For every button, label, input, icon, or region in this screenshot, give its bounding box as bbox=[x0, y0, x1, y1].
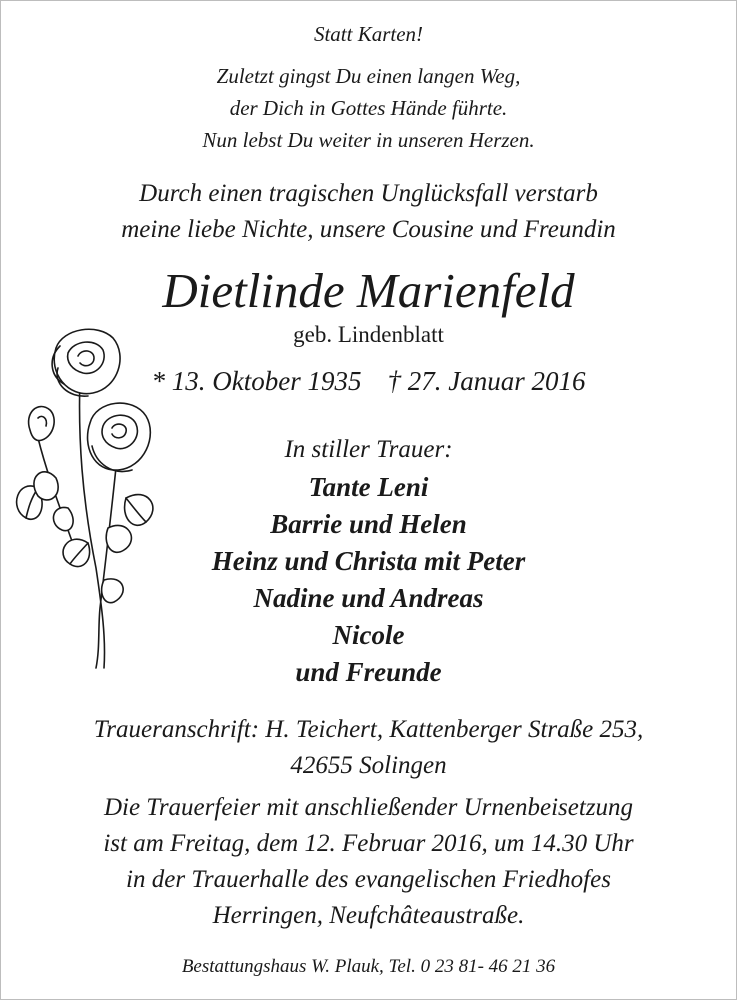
mourner-name: Nicole bbox=[332, 620, 405, 650]
death-date: † 27. Januar 2016 bbox=[387, 366, 586, 396]
ceremony-line: ist am Freitag, dem 12. Februar 2016, um 14.30 Uhr bbox=[103, 830, 634, 857]
address-line: 42655 Solingen bbox=[290, 752, 447, 779]
mourner-name: Nadine und Andreas bbox=[253, 583, 484, 613]
life-dates bbox=[0, 366, 737, 397]
mourner-name: und Freunde bbox=[295, 657, 442, 687]
birth-date: * 13. Oktober 1935 bbox=[151, 366, 362, 396]
mourner-name: Tante Leni bbox=[308, 472, 429, 502]
poem-line: der Dich in Gottes Hände führte. bbox=[229, 96, 508, 120]
mourners-heading: In stiller Trauer: bbox=[284, 436, 453, 463]
ceremony-line: Herringen, Neufchâteaustraße. bbox=[212, 902, 525, 929]
maiden-name: geb. Lindenblatt bbox=[293, 322, 444, 347]
ceremony-line: Die Trauerfeier mit anschließender Urnenbeisetzung bbox=[103, 794, 634, 821]
poem-line: Zuletzt gingst Du einen langen Weg, bbox=[216, 64, 521, 88]
intro-line: meine liebe Nichte, unsere Cousine und Freundin bbox=[121, 216, 616, 243]
mourner-name: Barrie und Helen bbox=[270, 509, 467, 539]
poem-line: Nun lebst Du weiter in unseren Herzen. bbox=[202, 128, 535, 152]
funeral-home-footer: Bestattungshaus W. Plauk, Tel. 0 23 81- 46 21 36 bbox=[181, 956, 556, 977]
intro-line: Durch einen tragischen Unglücksfall verstarb bbox=[139, 180, 598, 207]
statt-karten-heading: Statt Karten! bbox=[313, 22, 424, 46]
mourner-name: Heinz und Christa mit Peter bbox=[211, 546, 526, 576]
ceremony-line: in der Trauerhalle des evangelischen Friedhofes bbox=[126, 866, 611, 893]
deceased-name: Dietlinde Marienfeld bbox=[162, 263, 575, 318]
address-line: Traueranschrift: H. Teichert, Kattenberger Straße 253, bbox=[93, 716, 644, 743]
